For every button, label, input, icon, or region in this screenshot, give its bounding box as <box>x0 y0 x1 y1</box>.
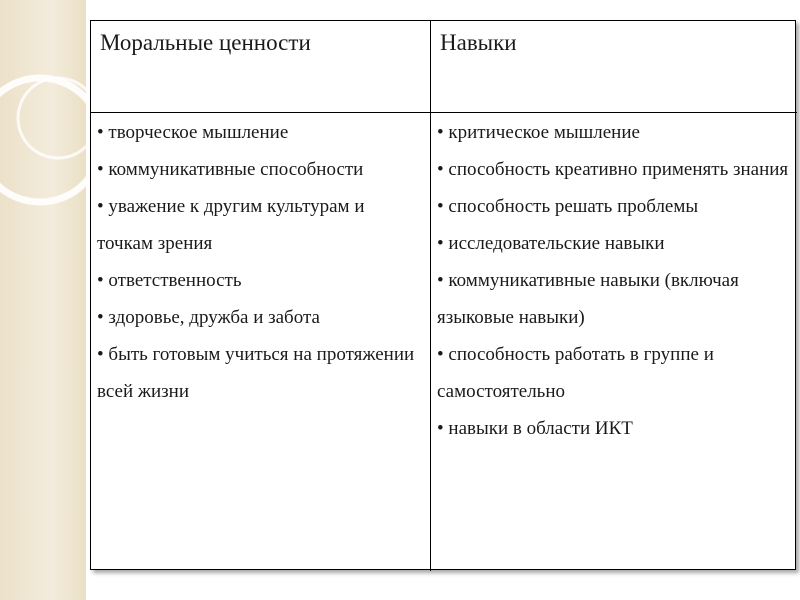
list-item: • навыки в области ИКТ <box>437 418 633 439</box>
list-item: • критическое мышление <box>437 122 640 143</box>
list-item: • способность решать проблемы <box>437 196 699 217</box>
list-item: • коммуникативные способности <box>97 159 364 180</box>
list-item: • исследовательские навыки <box>437 233 665 254</box>
list-item: • уважение к другим культурам и точкам зрения <box>97 196 365 254</box>
list-item: • способность работать в группе и самостоятельно <box>437 344 714 402</box>
decorative-side-band <box>0 0 86 600</box>
list-item: • коммуникативные навыки (включая языковые навыки) <box>437 270 739 328</box>
list-item: • творческое мышление <box>97 122 289 143</box>
header-moral-values: Моральные ценности <box>91 21 431 113</box>
moral-values-list <box>91 113 431 571</box>
values-skills-table <box>90 20 796 570</box>
decorative-rings-icon <box>0 0 86 600</box>
list-item: • быть готовым учиться на протяжении всей жизни <box>97 344 415 402</box>
list-item: • здоровье, дружба и забота <box>97 307 320 328</box>
list-item: • способность креативно применять знания <box>437 159 789 180</box>
list-item: • ответственность <box>97 270 242 291</box>
skills-list <box>431 113 797 571</box>
header-skills: Навыки <box>431 21 797 113</box>
